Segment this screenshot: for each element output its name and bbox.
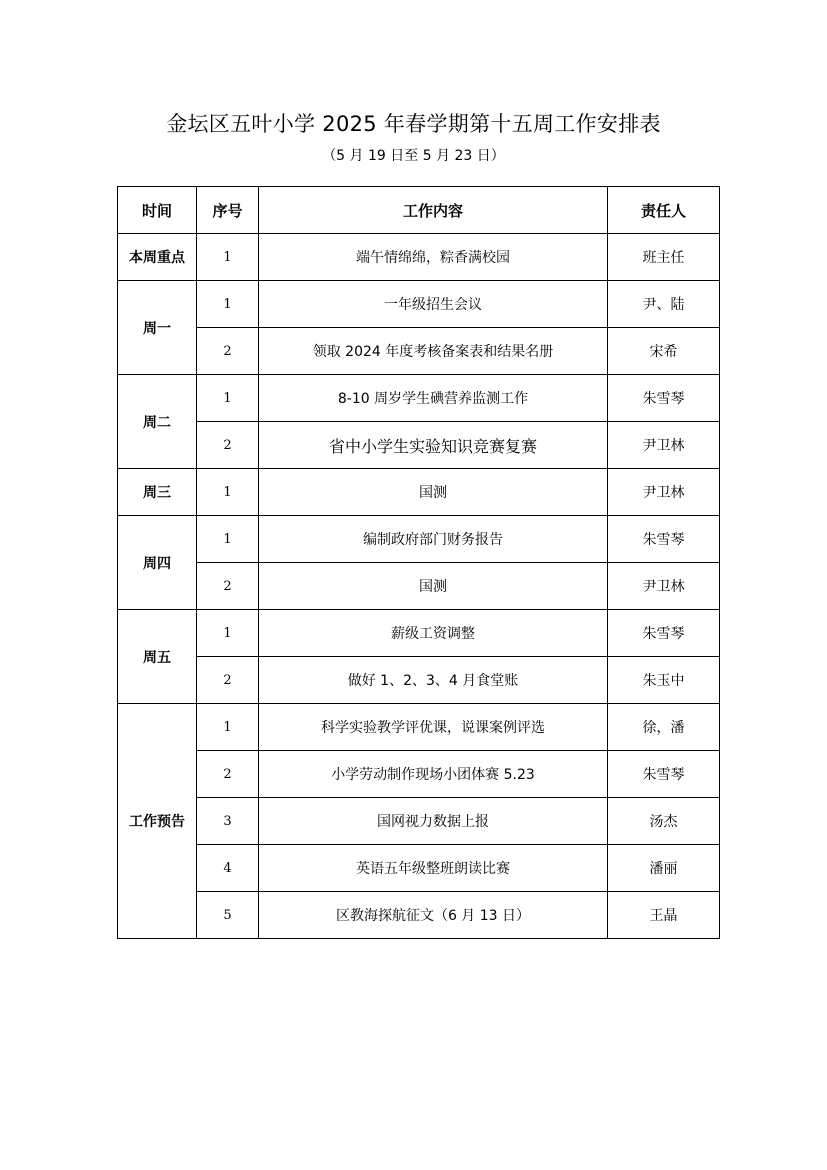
row-content: 国测: [259, 469, 608, 516]
table-row: [118, 516, 720, 563]
row-person: 潘丽: [608, 845, 720, 892]
header-person: 责任人: [608, 187, 720, 234]
row-content: 一年级招生会议: [259, 281, 608, 328]
row-seq: 1: [197, 469, 259, 516]
schedule-table: [117, 186, 720, 939]
row-person: 宋希: [608, 328, 720, 375]
row-seq: 2: [197, 563, 259, 610]
row-content: 做好 1、2、3、4 月食堂账: [259, 657, 608, 704]
row-seq: 4: [197, 845, 259, 892]
row-content: 编制政府部门财务报告: [259, 516, 608, 563]
row-seq: 1: [197, 375, 259, 422]
table-row: [118, 704, 720, 751]
row-seq: 2: [197, 422, 259, 469]
row-seq: 1: [197, 281, 259, 328]
row-person: 朱雪琴: [608, 751, 720, 798]
row-person: 尹卫林: [608, 422, 720, 469]
row-person: 汤杰: [608, 798, 720, 845]
group-label-wednesday: 周三: [118, 469, 197, 516]
table-row: [118, 281, 720, 328]
table-row: [118, 657, 720, 704]
table-row: [118, 563, 720, 610]
row-content: 端午情绵绵，粽香满校园: [259, 234, 608, 281]
table-row: [118, 469, 720, 516]
row-content: 区教海探航征文（6 月 13 日）: [259, 892, 608, 939]
table-row: [118, 845, 720, 892]
row-content: 国测: [259, 563, 608, 610]
table-header-row: [118, 187, 720, 234]
row-seq: 3: [197, 798, 259, 845]
group-label-key: 本周重点: [118, 234, 197, 281]
row-seq: 1: [197, 610, 259, 657]
row-content: 领取 2024 年度考核备案表和结果名册: [259, 328, 608, 375]
table-row: [118, 234, 720, 281]
row-content: 省中小学生实验知识竞赛复赛: [259, 422, 608, 469]
group-label-tuesday: 周二: [118, 375, 197, 469]
row-content: 英语五年级整班朗读比赛: [259, 845, 608, 892]
row-seq: 1: [197, 704, 259, 751]
row-person: 朱雪琴: [608, 516, 720, 563]
row-seq: 5: [197, 892, 259, 939]
header-time: 时间: [118, 187, 197, 234]
row-person: 朱雪琴: [608, 375, 720, 422]
row-person: 徐，潘: [608, 704, 720, 751]
date-range-subtitle: （5 月 19 日至 5 月 23 日）: [322, 148, 505, 164]
row-content: 科学实验教学评优课，说课案例评选: [259, 704, 608, 751]
table-row: [118, 375, 720, 422]
table-row: [118, 328, 720, 375]
group-label-friday: 周五: [118, 610, 197, 704]
row-seq: 2: [197, 751, 259, 798]
header-content: 工作内容: [259, 187, 608, 234]
group-label-monday: 周一: [118, 281, 197, 375]
row-person: 尹卫林: [608, 469, 720, 516]
header-seq: 序号: [197, 187, 259, 234]
row-person: 尹卫林: [608, 563, 720, 610]
row-person: 朱玉中: [608, 657, 720, 704]
table-row: [118, 610, 720, 657]
group-label-thursday: 周四: [118, 516, 197, 610]
row-seq: 1: [197, 234, 259, 281]
row-person: 班主任: [608, 234, 720, 281]
row-person: 王晶: [608, 892, 720, 939]
table-row: [118, 422, 720, 469]
group-label-preview: 工作预告: [118, 704, 197, 939]
row-seq: 2: [197, 328, 259, 375]
row-content: 薪级工资调整: [259, 610, 608, 657]
row-person: 尹、陆: [608, 281, 720, 328]
row-seq: 1: [197, 516, 259, 563]
row-content: 小学劳动制作现场小团体赛 5.23: [259, 751, 608, 798]
row-seq: 2: [197, 657, 259, 704]
table-row: [118, 798, 720, 845]
page-title: 金坛区五叶小学 2025 年春学期第十五周工作安排表: [166, 112, 661, 136]
table-row: [118, 751, 720, 798]
row-content: 8-10 周岁学生碘营养监测工作: [259, 375, 608, 422]
row-content: 国网视力数据上报: [259, 798, 608, 845]
row-person: 朱雪琴: [608, 610, 720, 657]
table-row: [118, 892, 720, 939]
